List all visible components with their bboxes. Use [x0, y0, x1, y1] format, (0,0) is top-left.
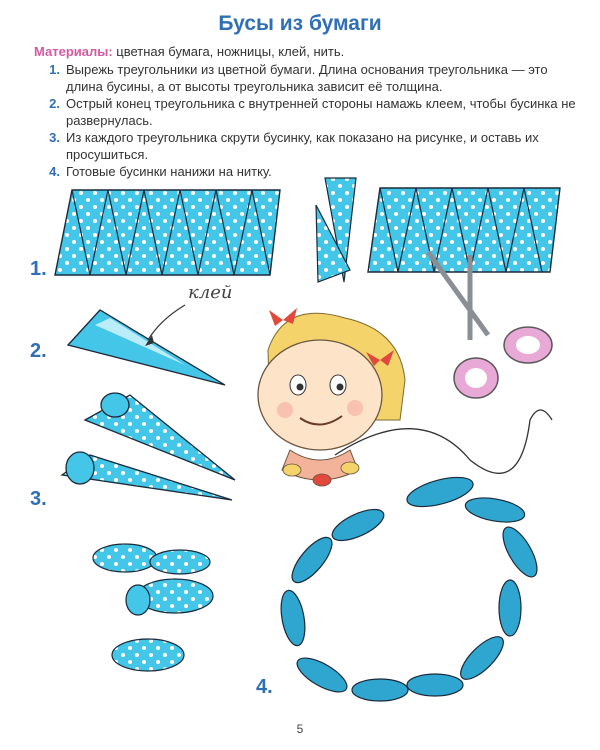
step-text: Вырежь треугольники из цветной бумаги. Длина основания треугольника — это длина бусины, а от высоты треугольника зависит её толщина. — [66, 62, 548, 94]
step-text: Готовые бусинки нанижи на нитку. — [66, 164, 272, 179]
glued-triangle — [68, 305, 225, 385]
page-title: Бусы из бумаги — [218, 12, 382, 35]
bead-pile — [93, 544, 213, 671]
step-number: 2. — [49, 96, 60, 111]
step-number: 1. — [49, 62, 60, 77]
step-text: Из каждого треугольника скрути бусинку, как показано на рисунке, и оставь их просушиться. — [66, 130, 539, 162]
figure-number-2: 2. — [30, 340, 47, 362]
girl-illustration — [258, 308, 405, 486]
materials-label: Материалы: — [34, 44, 113, 59]
scissors-icon — [428, 252, 552, 398]
step-number: 4. — [49, 164, 60, 179]
materials-text: цветная бумага, ножницы, клей, нить. — [112, 44, 345, 59]
step-text: Острый конец треугольника с внутренней стороны намажь клеем, чтобы бусинка не развернулась. — [66, 96, 576, 128]
bead-necklace — [277, 410, 552, 701]
figure-number-4: 4. — [256, 676, 273, 698]
figure-number-3: 3. — [30, 488, 47, 510]
figure-number-1: 1. — [30, 258, 47, 280]
page-number: 5 — [296, 722, 304, 736]
glue-label: клей — [188, 282, 233, 303]
step-number: 3. — [49, 130, 60, 145]
paper-strip — [55, 190, 280, 275]
